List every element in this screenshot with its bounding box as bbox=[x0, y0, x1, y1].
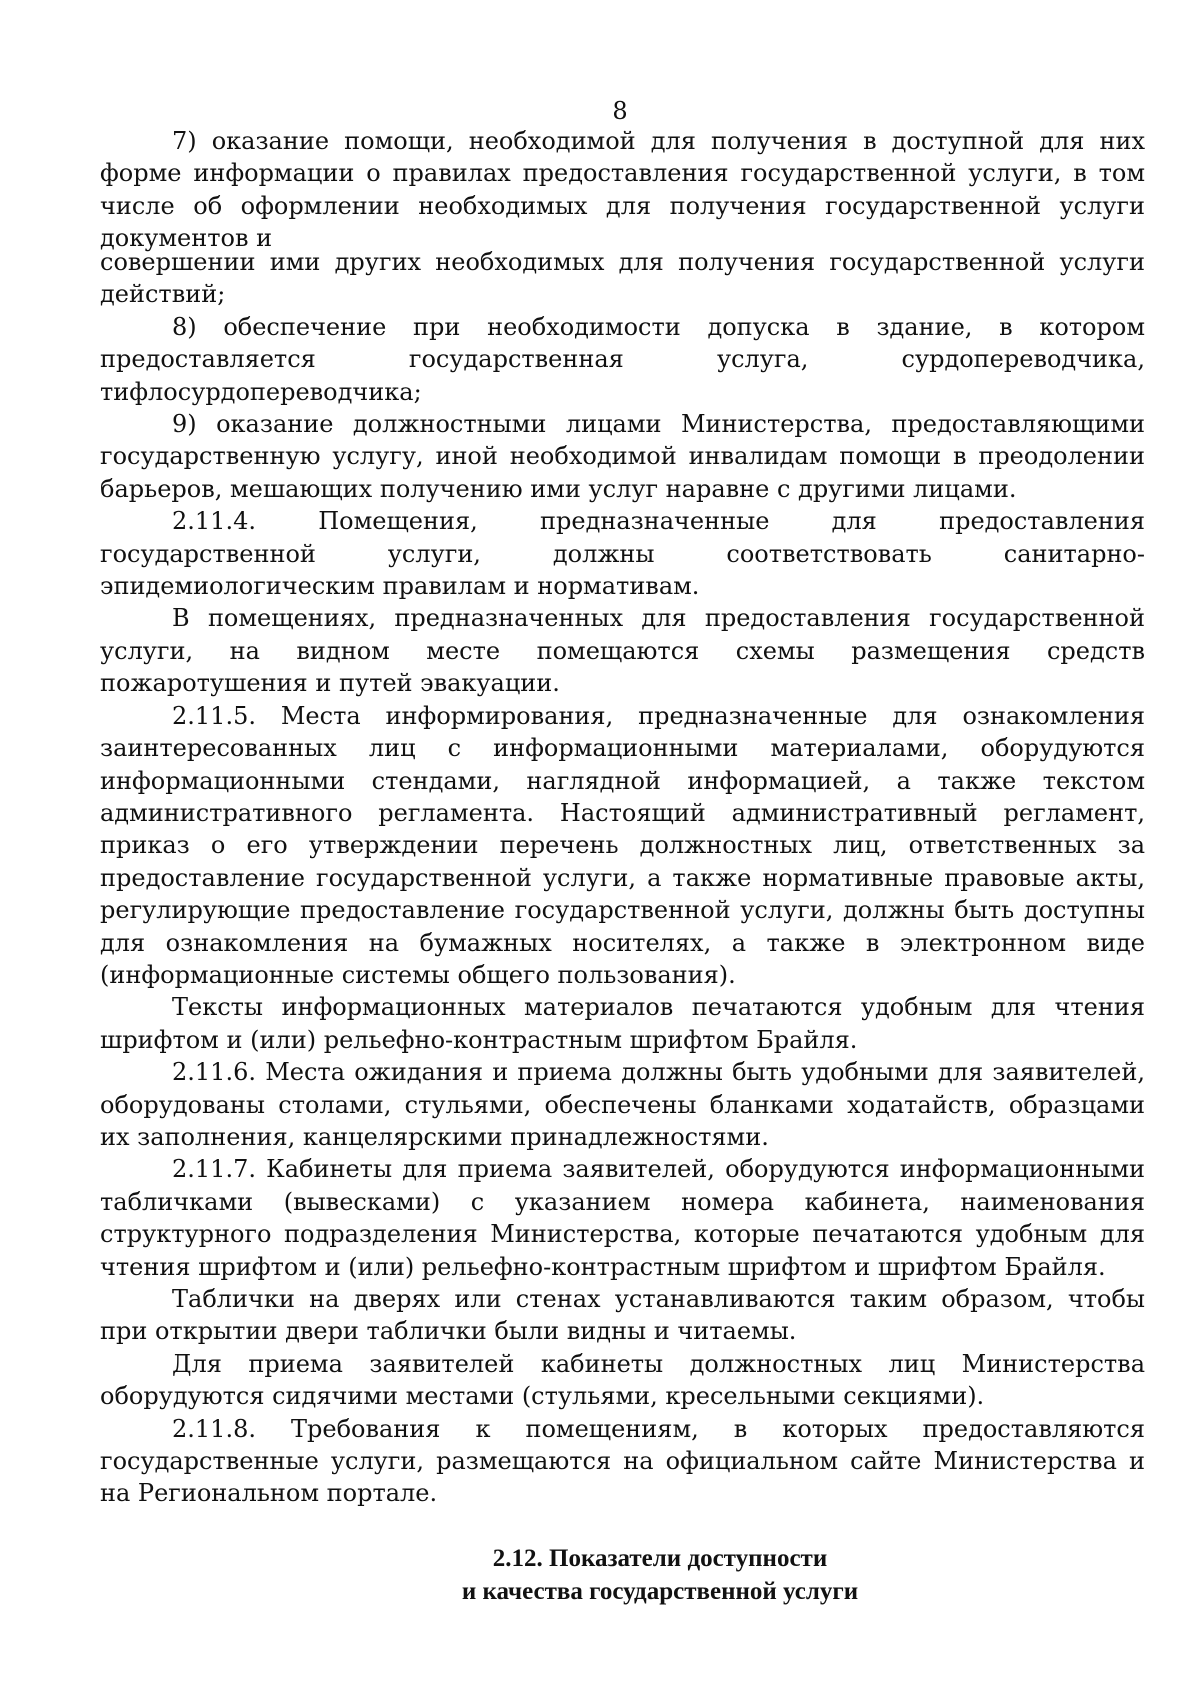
text-block-main bbox=[100, 246, 1145, 1510]
paragraph: 7) оказание помощи, необходимой для получения в доступной для них форме информации о правилах предоставления государственной услуги, в том числе об оформлении необходимых для получения государственной услуги документов и bbox=[100, 127, 1145, 253]
text-block-top bbox=[100, 125, 1145, 255]
paragraph: 8) обеспечение при необходимости допуска в здание, в котором предоставляется государственная услуга, сурдопереводчика, тифлосурдопереводчика; bbox=[100, 312, 1145, 406]
paragraph: Таблички на дверях или стенах устанавливаются таким образом, чтобы при открытии двери таблички были видны и читаемы. bbox=[100, 1285, 1145, 1346]
paragraph: Для приема заявителей кабинеты должностных лиц Министерства оборудуются сидячими местами (стульями, кресельными секциями). bbox=[100, 1349, 1145, 1411]
paragraph: 2.11.5. Места информирования, предназначенные для ознакомления заинтересованных лиц с информационными материалами, оборудуются информационными стендами, наглядной информацией, а также текстом административного регламента. Настоящий административный регламент, приказ о его утверждении перечень должностных лиц, ответственных за предоставление государственной услуги, а также нормативные правовые акты, регулирующие предоставление государственной услуги, должны быть доступны для ознакомления на бумажных носителях, а также в электронном виде (информационные системы общего пользования). bbox=[100, 701, 1145, 989]
section-heading-line-1: 2.12. Показатели доступности bbox=[492, 1545, 828, 1572]
page-number: 8 bbox=[612, 97, 628, 125]
paragraph: 2.11.6. Места ожидания и приема должны быть удобными для заявителей, оборудованы столами, стульями, обеспечены бланками ходатайств, образцами их заполнения, канцелярскими принадлежностями. bbox=[100, 1058, 1145, 1151]
paragraph-continuation: совершении ими других необходимых для получения государственной услуги действий; bbox=[100, 248, 1145, 309]
section-heading-line-2: и качества государственной услуги bbox=[461, 1578, 859, 1605]
paragraph: 2.11.4. Помещения, предназначенные для предоставления государственной услуги, должны соответствовать санитарно-эпидемиологическим правилам и нормативам. bbox=[100, 507, 1145, 601]
section-heading bbox=[0, 1542, 1200, 1608]
paragraph: Тексты информационных материалов печатаются удобным для чтения шрифтом и (или) рельефно-контрастным шрифтом Брайля. bbox=[100, 993, 1145, 1054]
paragraph: 9) оказание должностными лицами Министерства, предоставляющими государственную услугу, иной необходимой инвалидам помощи в преодолении барьеров, мешающих получению ими услуг наравне с другими лицами. bbox=[100, 410, 1145, 503]
paragraph: В помещениях, предназначенных для предоставления государственной услуги, на видном месте помещаются схемы размещения средств пожаротушения и путей эвакуации. bbox=[100, 604, 1145, 698]
paragraph: 2.11.8. Требования к помещениям, в которых предоставляются государственные услуги, размещаются на официальном сайте Министерства и на Региональном портале. bbox=[100, 1414, 1145, 1508]
paragraph: 2.11.7. Кабинеты для приема заявителей, оборудуются информационными табличками (вывесками) с указанием номера кабинета, наименования структурного подразделения Министерства, которые печатаются удобным для чтения шрифтом и (или) рельефно-контрастным шрифтом и шрифтом Брайля. bbox=[100, 1155, 1145, 1281]
